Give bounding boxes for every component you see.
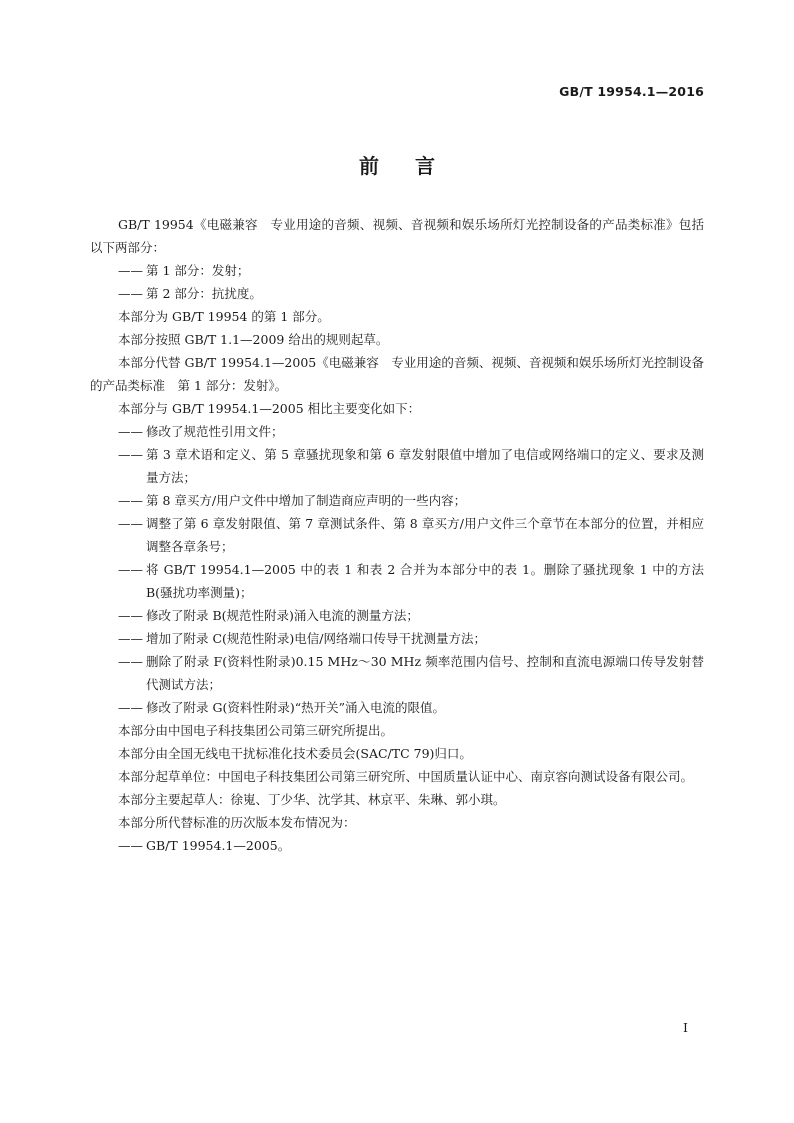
paragraph: 本部分由全国无线电干扰标准化技术委员会(SAC/TC 79)归口。	[118, 746, 472, 761]
list-item	[90, 282, 704, 305]
list-item-text: 第 1 部分：发射；	[146, 263, 250, 278]
list-dash: ——	[118, 263, 143, 278]
list-item	[90, 420, 704, 443]
paragraph: GB/T 19954《电磁兼容 专业用途的音频、视频、音视频和娱乐场所灯光控制设备的产品类标准》包括以下两部分：	[90, 217, 704, 255]
list-dash: ——	[118, 631, 143, 646]
list-item-text: 第 2 部分：抗扰度。	[146, 286, 262, 301]
page-title: 前言	[359, 154, 471, 178]
list-item-text: 修改了附录 G(资料性附录)“热开关”涌入电流的限值。	[146, 700, 445, 715]
list-dash: ——	[118, 286, 143, 301]
list-item-text: 将 GB/T 19954.1—2005 中的表 1 和表 2 合并为本部分中的表 1。删除了骚扰现象 1 中的方法 B(骚扰功率测量)；	[146, 562, 704, 600]
foreword-body	[90, 213, 704, 857]
paragraph: 本部分所代替标准的历次版本发布情况为：	[118, 815, 356, 830]
list-item-text: 修改了附录 B(规范性附录)涌入电流的测量方法；	[146, 608, 419, 623]
list-item	[90, 558, 704, 604]
paragraph: 本部分与 GB/T 19954.1—2005 相比主要变化如下：	[118, 401, 421, 416]
paragraph: 本部分按照 GB/T 1.1—2009 给出的规则起草。	[118, 332, 389, 347]
page-number: I	[683, 1020, 688, 1035]
list-dash: ——	[118, 700, 143, 715]
list-item	[90, 443, 704, 489]
paragraph: 本部分起草单位：中国电子科技集团公司第三研究所、中国质量认证中心、南京容向测试设备有限公司。	[118, 769, 694, 784]
list-item	[90, 512, 704, 558]
list-item-text: 第 3 章术语和定义、第 5 章骚扰现象和第 6 章发射限值中增加了电信或网络端口的定义、要求及测量方法；	[146, 447, 704, 485]
list-dash: ——	[118, 447, 143, 462]
list-item-text: 删除了附录 F(资料性附录)0.15 MHz～30 MHz 频率范围内信号、控制和直流电源端口传导发射替代测试方法；	[146, 654, 704, 692]
list-item-text: GB/T 19954.1—2005。	[146, 838, 291, 853]
list-dash: ——	[118, 654, 143, 669]
list-dash: ——	[118, 838, 143, 853]
standard-number: GB/T 19954.1—2016	[559, 84, 704, 99]
list-item	[90, 650, 704, 696]
list-item	[90, 834, 704, 857]
list-dash: ——	[118, 608, 143, 623]
list-dash: ——	[118, 424, 143, 439]
paragraph: 本部分为 GB/T 19954 的第 1 部分。	[118, 309, 330, 324]
list-item-text: 调整了第 6 章发射限值、第 7 章测试条件、第 8 章买方/用户文件三个章节在本部分的位置，并相应调整各章条号；	[146, 516, 704, 554]
list-item	[90, 489, 704, 512]
paragraph: 本部分代替 GB/T 19954.1—2005《电磁兼容 专业用途的音频、视频、音视频和娱乐场所灯光控制设备的产品类标准 第 1 部分：发射》。	[90, 355, 704, 393]
list-item	[90, 696, 704, 719]
list-item	[90, 604, 704, 627]
list-item-text: 第 8 章买方/用户文件中增加了制造商应声明的一些内容；	[146, 493, 467, 508]
list-dash: ——	[118, 562, 143, 577]
list-item	[90, 627, 704, 650]
paragraph: 本部分主要起草人：徐嵬、丁少华、沈学其、林京平、朱琳、郭小琪。	[118, 792, 506, 807]
list-dash: ——	[118, 493, 143, 508]
list-item	[90, 259, 704, 282]
list-item-text: 增加了附录 C(规范性附录)电信/网络端口传导干扰测量方法；	[146, 631, 487, 646]
list-dash: ——	[118, 516, 143, 531]
paragraph: 本部分由中国电子科技集团公司第三研究所提出。	[118, 723, 394, 738]
list-item-text: 修改了规范性引用文件；	[146, 424, 284, 439]
